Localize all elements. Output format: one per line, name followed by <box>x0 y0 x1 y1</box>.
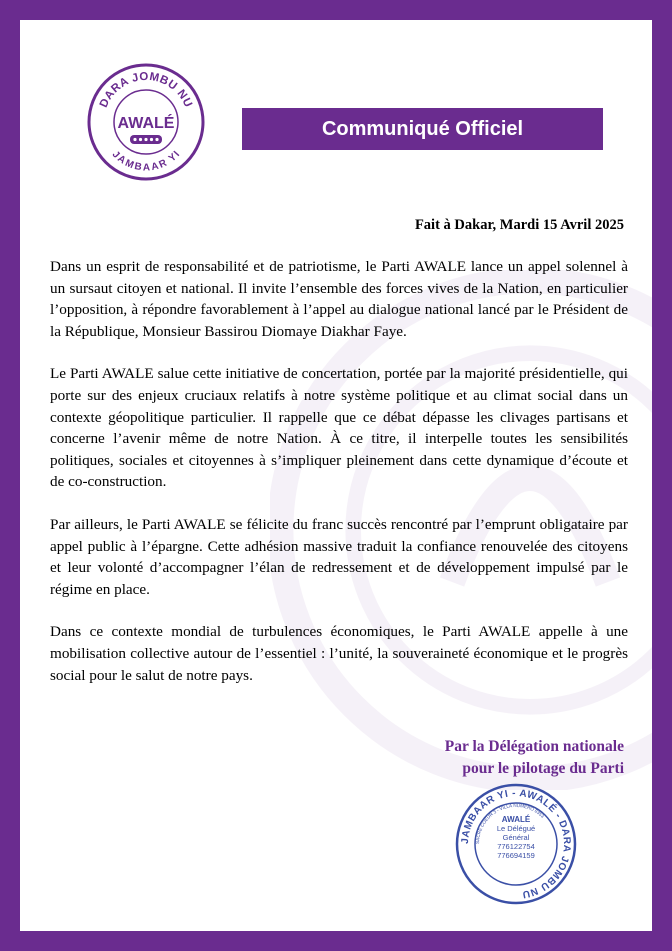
stamp-phone-1: 776122754 <box>497 842 535 851</box>
stamp-phone-2: 776694159 <box>497 851 535 860</box>
stamp-inner-ring: SACRE COEUR 3 - VILLA NUMERO 8353 <box>474 802 546 845</box>
logo-arc-top: DARA JOMBU NU <box>97 70 195 110</box>
stamp-role-2: Général <box>502 833 530 842</box>
stamp-brand: AWALÉ <box>501 815 531 824</box>
date-line: Fait à Dakar, Mardi 15 Avril 2025 <box>414 217 624 233</box>
page-title: Communiqué Officiel <box>242 108 603 150</box>
signature-block <box>445 736 624 780</box>
logo-wordmark: AWALÉ <box>117 115 175 132</box>
signature-line-1: Par la Délégation nationale <box>444 738 624 755</box>
document-page <box>20 20 652 931</box>
communique-body <box>50 256 628 707</box>
stamp-ring-text: JAMBAAR YI - AWALÉ - DARA JOMBU NU <box>459 787 573 900</box>
stamp-details <box>490 815 542 860</box>
paragraph: Par ailleurs, le Parti AWALE se félicite du franc succès rencontré par l’emprunt obligataire par appel public à l’épargne. Cette adhésion massive traduit la confiance renouvelée des citoyens et leur volonté d’accompagner l’élan de redressement et de développement impulsé par le régime en place. <box>50 515 628 598</box>
paragraph: Dans un esprit de responsabilité et de patriotisme, le Parti AWALE lance un appel solennel à un sursaut citoyen et national. Il invite l’ensemble des forces vives de la Nation, en particulier l’opposition, à répondre favorablement à l’appel au dialogue national lancé par le Président de la République, Monsieur Bassirou Diomaye Diakhar Faye. <box>50 258 628 340</box>
logo-awale-board-icon <box>130 135 162 144</box>
logo-arc-bottom: JAMBAAR YI <box>109 149 183 174</box>
paragraph: Le Parti AWALE salue cette initiative de concertation, portée par la majorité présidentielle, qui porte sur des enjeux cruciaux relatifs à notre système politique et au climat social dans un contexte géopolitique particulier. Il rappelle que ce débat dépasse les clivages partisans et concerne l’avenir même de notre Nation. À ce titre, il interpelle toutes les sensibilités politiques, sociales et citoyennes à s’impliquer pleinement dans cette dynamique d’écoute et de co-construction. <box>50 365 628 491</box>
stamp-role: Le Délégué <box>496 824 536 833</box>
signature-line-2: pour le pilotage du Parti <box>462 760 624 777</box>
paragraph: Dans ce contexte mondial de turbulences économiques, le Parti AWALE appelle à une mobilisation collective autour de l’essentiel : l’unité, la souveraineté économique et le progrès social pour le salut de notre pays. <box>50 623 628 684</box>
party-logo <box>86 62 206 182</box>
